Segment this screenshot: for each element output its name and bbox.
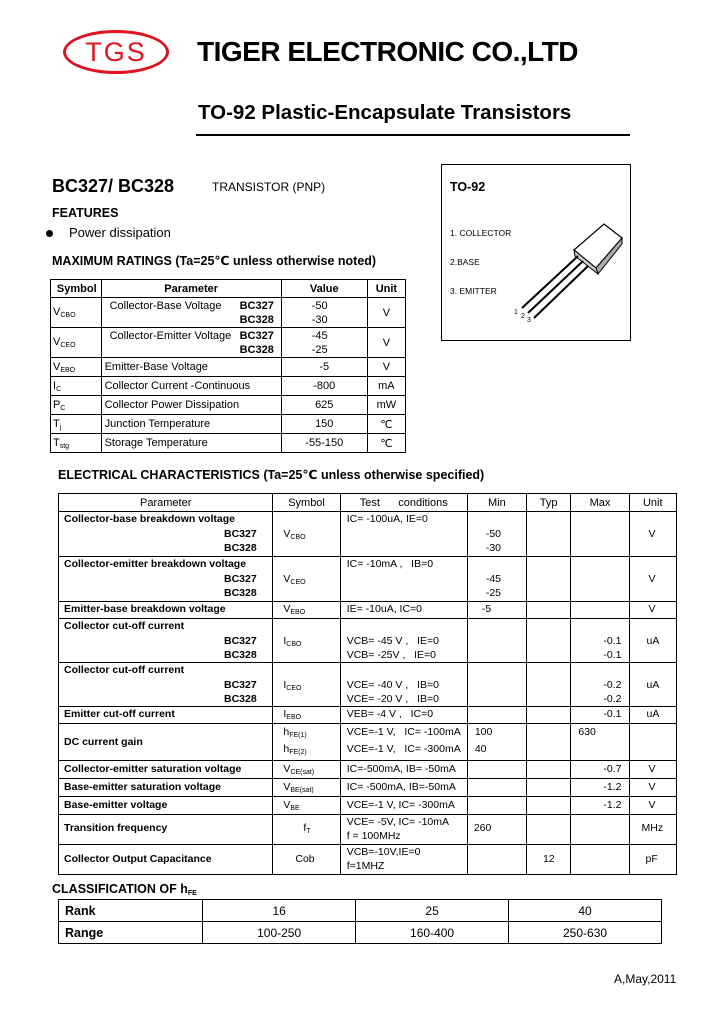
- table-row: [59, 797, 677, 815]
- column-header: Parameter: [59, 494, 273, 512]
- symbol-cell: $V_{CEO}$: [51, 328, 102, 358]
- unit-cell: V: [367, 298, 405, 328]
- parameter-cell: Collector-Base Voltage BC327 BC328: [101, 298, 281, 328]
- min-cell: [467, 619, 526, 663]
- table-row: [59, 724, 677, 761]
- column-header: Typ: [526, 494, 570, 512]
- rank-label: Rank: [59, 900, 203, 922]
- parameter-cell: Emitter-base breakdown voltage: [59, 602, 273, 619]
- unit-cell: ℃: [367, 434, 405, 453]
- typ-cell: [526, 602, 570, 619]
- symbol-cell: $V_{BE}$: [273, 797, 340, 815]
- feature-item: Power dissipation: [69, 225, 171, 240]
- max-cell: -0.1 -0.1: [571, 619, 629, 663]
- max-cell: -0.7: [571, 761, 629, 779]
- condition-cell: IC= -500mA, IB=-50mA: [340, 779, 467, 797]
- parameter-cell: Junction Temperature: [101, 415, 281, 434]
- value-cell: 625: [281, 396, 367, 415]
- typ-cell: [526, 761, 570, 779]
- table-row: [59, 707, 677, 724]
- value-cell: 150: [281, 415, 367, 434]
- unit-cell: V: [629, 557, 676, 602]
- symbol-cell: $T_{stg}$: [51, 434, 102, 453]
- pin-label-emitter: 3. EMITTER: [450, 286, 497, 296]
- unit-cell: V: [629, 761, 676, 779]
- pin-number: 3: [527, 317, 531, 324]
- condition-cell: VCB= -45 V , IE=0 VCB= -25V , IE=0: [340, 619, 467, 663]
- condition-cell: IC=-500mA, IB= -50mA: [340, 761, 467, 779]
- min-cell: [467, 663, 526, 707]
- rank-value: 16: [203, 900, 356, 922]
- parameter-cell: Emitter-Base Voltage: [101, 358, 281, 377]
- max-cell: [571, 512, 629, 557]
- unit-cell: uA: [629, 707, 676, 724]
- table-row: [51, 396, 406, 415]
- symbol-cell: $V_{EBO}$: [51, 358, 102, 377]
- table-row: [59, 663, 677, 707]
- table-row: [59, 922, 662, 944]
- condition-cell: VEB= -4 V , IC=0: [340, 707, 467, 724]
- table-row: [59, 761, 677, 779]
- min-cell: 100 40: [467, 724, 526, 761]
- symbol-cell: $f_T$: [273, 815, 340, 845]
- condition-cell: VCE=-1 V, IC= -100mA VCE=-1 V, IC= -300mA: [340, 724, 467, 761]
- column-header: Max: [571, 494, 629, 512]
- typ-cell: [526, 557, 570, 602]
- parameter-cell: Base-emitter saturation voltage: [59, 779, 273, 797]
- min-cell: [467, 797, 526, 815]
- column-header: Unit: [367, 280, 405, 298]
- column-header: Symbol: [51, 280, 102, 298]
- parameter-cell: Transition frequency: [59, 815, 273, 845]
- range-value: 100-250: [203, 922, 356, 944]
- symbol-cell: $T_j$: [51, 415, 102, 434]
- condition-cell: IC= -10mA , IB=0: [340, 557, 467, 602]
- pin-number: 2: [521, 313, 525, 320]
- unit-cell: mW: [367, 396, 405, 415]
- parameter-cell: Storage Temperature: [101, 434, 281, 453]
- condition-cell: VCE= -40 V , IB=0 VCE= -20 V , IB=0: [340, 663, 467, 707]
- min-cell: 260: [467, 815, 526, 845]
- column-header: Value: [281, 280, 367, 298]
- symbol-cell: $I_C$: [51, 377, 102, 396]
- max-cell: -1.2: [571, 779, 629, 797]
- unit-cell: mA: [367, 377, 405, 396]
- typ-cell: [526, 512, 570, 557]
- unit-cell: V: [629, 779, 676, 797]
- value-cell: -55-150: [281, 434, 367, 453]
- max-cell: [571, 815, 629, 845]
- condition-cell: IE= -10uA, IC=0: [340, 602, 467, 619]
- value-cell: -5: [281, 358, 367, 377]
- typ-cell: [526, 815, 570, 845]
- condition-cell: IC= -100uA, IE=0: [340, 512, 467, 557]
- symbol-cell: $I_{EBO}$: [273, 707, 340, 724]
- part-type: TRANSISTOR (PNP): [212, 180, 326, 194]
- symbol-cell: $I_{CBO}$: [273, 619, 340, 663]
- min-cell: [467, 761, 526, 779]
- typ-cell: [526, 724, 570, 761]
- min-cell: -45 -25: [467, 557, 526, 602]
- features-heading: FEATURES: [52, 206, 119, 220]
- symbol-cell: $P_C$: [51, 396, 102, 415]
- table-row: [59, 619, 677, 663]
- parameter-cell: Emitter cut-off current: [59, 707, 273, 724]
- table-row: [59, 779, 677, 797]
- parameter-cell: Collector-base breakdown voltage BC327 BC328: [59, 512, 273, 557]
- rank-value: 40: [509, 900, 662, 922]
- column-header: Min: [467, 494, 526, 512]
- table-row: [59, 845, 677, 875]
- table-row: [59, 557, 677, 602]
- unit-cell: V: [629, 512, 676, 557]
- title-divider: [196, 134, 630, 136]
- max-cell: [571, 845, 629, 875]
- company-name: TIGER ELECTRONIC CO.,LTD: [197, 36, 579, 67]
- column-header: Unit: [629, 494, 676, 512]
- parameter-cell: Collector cut-off current BC327 BC328: [59, 619, 273, 663]
- pin-label-base: 2.BASE: [450, 257, 480, 267]
- classification-table: [58, 899, 662, 944]
- range-value: 160-400: [356, 922, 509, 944]
- table-row: [59, 602, 677, 619]
- company-logo: [63, 30, 169, 74]
- unit-cell: V: [629, 602, 676, 619]
- value-cell: -50 -30: [281, 298, 367, 328]
- condition-cell: VCE=-1 V, IC= -300mA: [340, 797, 467, 815]
- column-header: Parameter: [101, 280, 281, 298]
- package-box: [441, 164, 631, 341]
- max-cell: -1.2: [571, 797, 629, 815]
- document-title: TO-92 Plastic-Encapsulate Transistors: [198, 101, 572, 124]
- table-row: [59, 900, 662, 922]
- min-cell: [467, 707, 526, 724]
- parameter-cell: Collector-emitter breakdown voltage BC327 BC328: [59, 557, 273, 602]
- unit-cell: V: [367, 358, 405, 377]
- symbol-cell: $V_{BE(sat)}$: [273, 779, 340, 797]
- pin-label-collector: 1. COLLECTOR: [450, 228, 512, 238]
- symbol-cell: $V_{CE(sat)}$: [273, 761, 340, 779]
- condition-cell: VCB=-10V,IE=0 f=1MHZ: [340, 845, 467, 875]
- bullet-icon: [46, 230, 53, 237]
- max-cell: -0.1: [571, 707, 629, 724]
- pin-number: 1: [514, 309, 518, 316]
- range-label: Range: [59, 922, 203, 944]
- rank-value: 25: [356, 900, 509, 922]
- electrical-heading: ELECTRICAL CHARACTERISTICS (Ta=25℃ unless otherwise specified): [58, 468, 485, 482]
- typ-cell: [526, 797, 570, 815]
- min-cell: -50 -30: [467, 512, 526, 557]
- symbol-cell: $V_{CBO}$: [51, 298, 102, 328]
- unit-cell: MHz: [629, 815, 676, 845]
- parameter-cell: Collector Output Capacitance: [59, 845, 273, 875]
- symbol-cell: $V_{CBO}$: [273, 512, 340, 557]
- column-header: Test conditions: [340, 494, 467, 512]
- max-cell: [571, 557, 629, 602]
- typ-cell: [526, 619, 570, 663]
- footer-date: A,May,2011: [614, 972, 677, 986]
- typ-cell: 12: [526, 845, 570, 875]
- to92-package-icon: [512, 210, 628, 325]
- parameter-cell: Base-emitter voltage: [59, 797, 273, 815]
- max-cell: [571, 602, 629, 619]
- table-header-row: [59, 494, 677, 512]
- range-value: 250-630: [509, 922, 662, 944]
- parameter-cell: Collector Current -Continuous: [101, 377, 281, 396]
- classification-heading: CLASSIFICATION OF $h_{FE}$: [52, 882, 197, 897]
- unit-cell: uA: [629, 663, 676, 707]
- table-row: [51, 377, 406, 396]
- symbol-cell: $h_{FE(1)}$ $h_{FE(2)}$: [273, 724, 340, 761]
- symbol-cell: Cob: [273, 845, 340, 875]
- max-cell: 630: [571, 724, 629, 761]
- value-cell: -45 -25: [281, 328, 367, 358]
- unit-cell: V: [367, 328, 405, 358]
- parameter-cell: Collector-Emitter Voltage BC327 BC328: [101, 328, 281, 358]
- table-row: [51, 358, 406, 377]
- table-row: [59, 815, 677, 845]
- min-cell: [467, 779, 526, 797]
- symbol-cell: $V_{CEO}$: [273, 557, 340, 602]
- max-ratings-heading: MAXIMUM RATINGS (Ta=25℃ unless otherwise noted): [52, 254, 377, 268]
- column-header: Symbol: [273, 494, 340, 512]
- max-cell: -0.2 -0.2: [571, 663, 629, 707]
- min-cell: -5: [467, 602, 526, 619]
- typ-cell: [526, 663, 570, 707]
- max-ratings-table: [50, 279, 406, 453]
- parameter-cell: Collector-emitter saturation voltage: [59, 761, 273, 779]
- symbol-cell: $V_{EBO}$: [273, 602, 340, 619]
- unit-cell: V: [629, 797, 676, 815]
- typ-cell: [526, 779, 570, 797]
- table-row: [51, 434, 406, 453]
- table-row: [51, 298, 406, 328]
- unit-cell: pF: [629, 845, 676, 875]
- table-header-row: [51, 280, 406, 298]
- unit-cell: uA: [629, 619, 676, 663]
- table-row: [59, 512, 677, 557]
- symbol-cell: $I_{CEO}$: [273, 663, 340, 707]
- logo-text: TGS: [85, 36, 147, 67]
- part-number: BC327/ BC328: [52, 176, 175, 196]
- table-row: [51, 328, 406, 358]
- package-title: TO-92: [450, 180, 486, 194]
- electrical-table: [58, 493, 677, 875]
- table-row: [51, 415, 406, 434]
- parameter-cell: DC current gain: [59, 724, 273, 761]
- unit-cell: ℃: [367, 415, 405, 434]
- parameter-cell: Collector Power Dissipation: [101, 396, 281, 415]
- typ-cell: [526, 707, 570, 724]
- min-cell: [467, 845, 526, 875]
- value-cell: -800: [281, 377, 367, 396]
- condition-cell: VCE= -5V, IC= -10mA f = 100MHz: [340, 815, 467, 845]
- parameter-cell: Collector cut-off current BC327 BC328: [59, 663, 273, 707]
- unit-cell: [629, 724, 676, 761]
